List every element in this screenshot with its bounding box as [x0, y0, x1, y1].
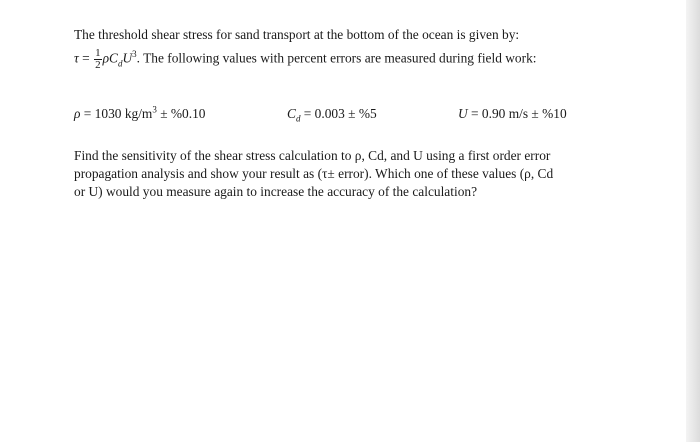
task-paragraph [74, 147, 594, 201]
velocity-value: U = 0.90 m/s ± %10 [458, 106, 567, 121]
task-line-2: propagation analysis and show your result as (τ± error). Which one of these values (ρ, Cd [74, 166, 554, 181]
drag-coefficient-subscript: d [117, 58, 123, 69]
page-edge-shadow [686, 0, 700, 442]
formula-trailing-text: . The following values with percent errors are measured during field work: [136, 50, 537, 66]
velocity-symbol: U [122, 50, 133, 66]
drag-coefficient-value: $C_d = 0.003 \pm \%5$ [287, 106, 377, 124]
velocity-exponent: 3 [132, 49, 137, 60]
drag-coefficient-symbol: C [109, 50, 118, 66]
density-value: ρ = 1030 $kg/m^3 \pm \%0.10$ [74, 104, 206, 121]
rho-symbol: ρ [102, 50, 110, 66]
formula-line [74, 48, 536, 71]
task-line-3: or U) would you measure again to increase the accuracy of the calculation? [74, 184, 478, 199]
intro-sentence: The threshold shear stress for sand transport at the bottom of the ocean is given by: [74, 27, 520, 42]
tau-symbol: τ [74, 50, 79, 66]
fraction-numerator: 1 [95, 47, 101, 59]
measured-values-row [74, 105, 634, 123]
task-line-1: Find the sensitivity of the shear stress calculation to ρ, Cd, and U using a first order error [74, 148, 551, 163]
fraction-denominator: 2 [95, 59, 101, 71]
equals-sign: = [82, 50, 90, 66]
one-half-fraction [94, 48, 102, 71]
